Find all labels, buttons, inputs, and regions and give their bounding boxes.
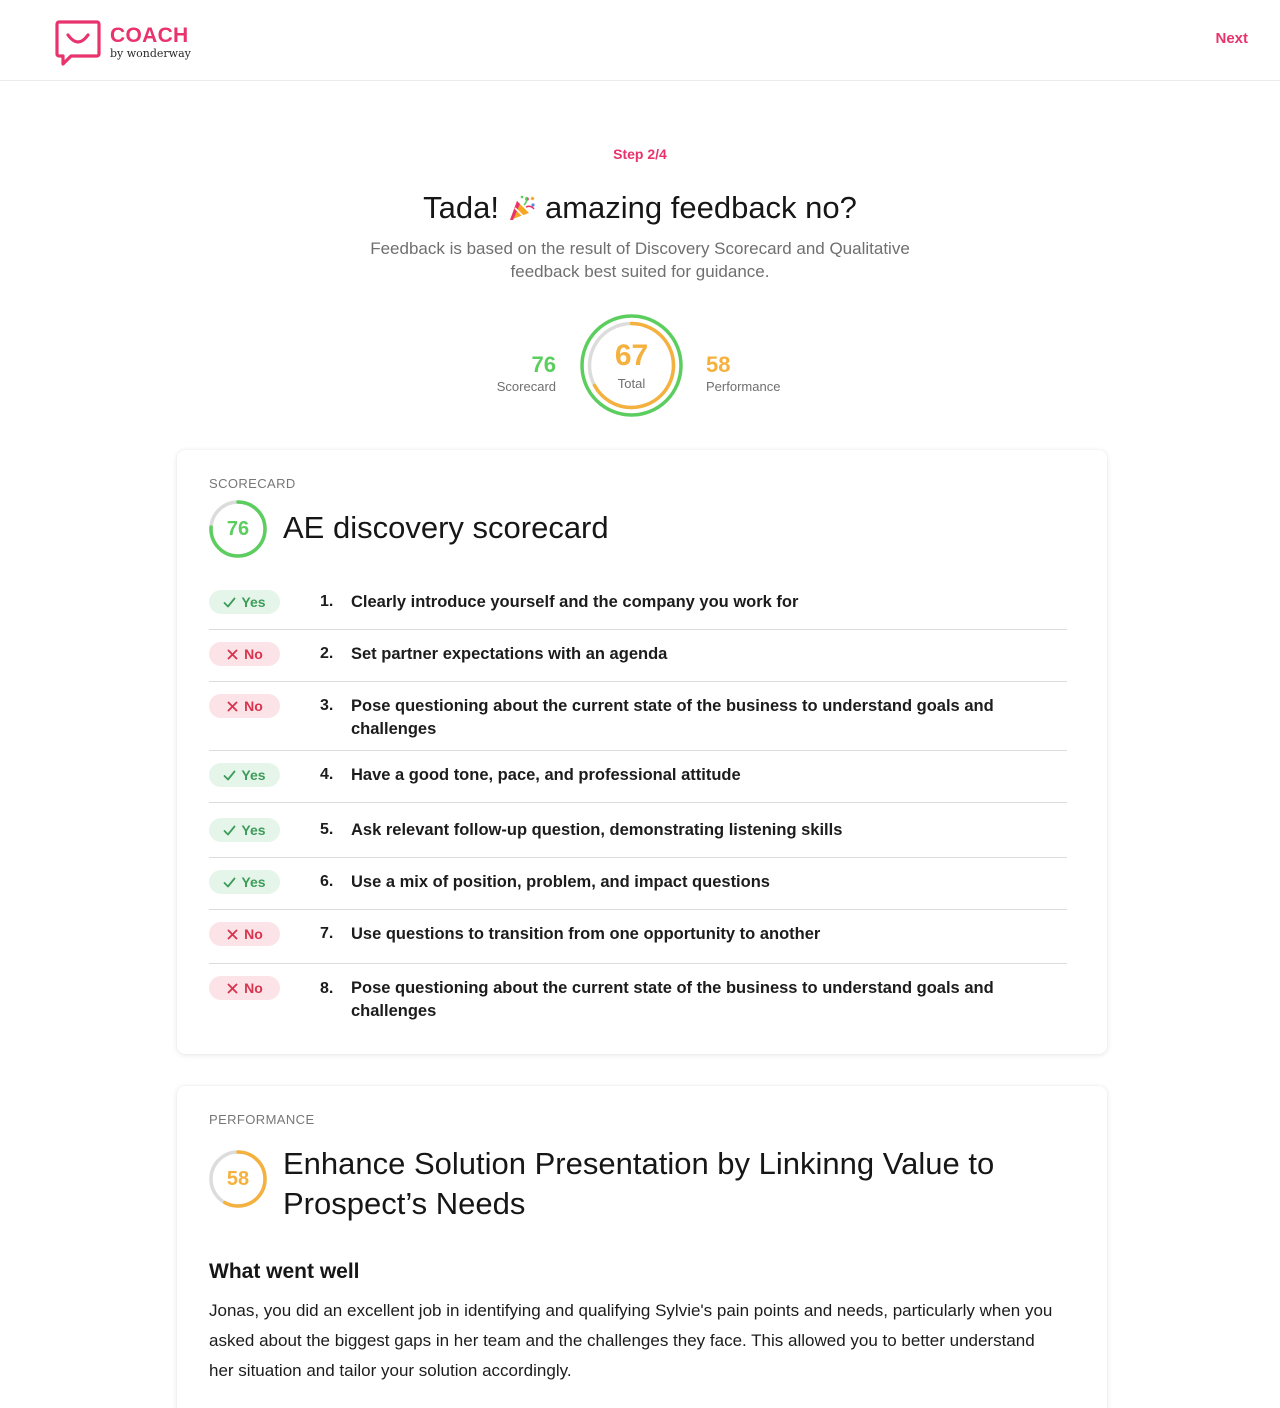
- status-label: Yes: [241, 767, 266, 783]
- next-button[interactable]: Next: [1215, 30, 1248, 47]
- status-badge-no: [209, 642, 280, 666]
- status-badge-yes: [209, 870, 280, 894]
- scorecard-item: [209, 751, 1067, 803]
- title-part-1: Tada!: [423, 190, 499, 225]
- status-label: No: [244, 646, 263, 662]
- top-bar: [0, 0, 1280, 81]
- item-number: 7.: [320, 925, 334, 942]
- item-number: 5.: [320, 821, 334, 838]
- status-badge-no: [209, 694, 280, 718]
- scorecard-list: [209, 578, 1067, 1030]
- status-label: No: [244, 926, 263, 942]
- item-number: 3.: [320, 697, 334, 714]
- close-icon: [226, 648, 239, 661]
- item-number: 6.: [320, 873, 334, 890]
- item-text: Pose questioning about the current state of the business to understand goals and challenges: [351, 697, 994, 738]
- page-subtitle: Feedback is based on the result of Discovery Scorecard and Qualitative feedback best suited for guidance.: [370, 239, 910, 281]
- item-number: 4.: [320, 766, 334, 783]
- status-badge-yes: [209, 590, 280, 614]
- status-label: Yes: [241, 822, 266, 838]
- brand-logo[interactable]: [55, 19, 191, 67]
- item-number: 8.: [320, 980, 334, 997]
- scorecard-summary-label: Scorecard: [496, 379, 556, 394]
- scorecard-title: AE discovery scorecard: [283, 510, 609, 545]
- scorecard-item: [209, 910, 1067, 964]
- item-number: 1.: [320, 593, 334, 610]
- check-icon: [223, 769, 236, 782]
- item-number: 2.: [320, 645, 334, 662]
- total-score: [580, 314, 683, 417]
- item-text: Clearly introduce yourself and the company you work for: [351, 593, 799, 611]
- scorecard-summary: [497, 352, 556, 394]
- scorecard-item: [209, 964, 1067, 1030]
- coach-logo-icon: [55, 19, 101, 67]
- status-badge-no: [209, 976, 280, 1000]
- scorecard-item: [209, 858, 1067, 910]
- brand-subtitle: by wonderway: [110, 47, 191, 60]
- item-text: Ask relevant follow-up question, demonstrating listening skills: [351, 821, 843, 839]
- close-icon: [226, 700, 239, 713]
- brand-title: COACH: [110, 24, 189, 47]
- scorecard-item: [209, 630, 1067, 682]
- scorecard-item: [209, 578, 1067, 630]
- status-label: Yes: [241, 594, 266, 610]
- performance-summary: [706, 352, 780, 394]
- status-badge-yes: [209, 818, 280, 842]
- status-label: No: [244, 698, 263, 714]
- score-summary: [0, 312, 1280, 418]
- total-score-value: 67: [614, 339, 649, 372]
- performance-title: Enhance Solution Presentation by Linkinng Value to Prospect’s Needs: [283, 1146, 995, 1221]
- performance-card: [177, 1086, 1107, 1408]
- party-popper-icon: [507, 193, 537, 223]
- scorecard-eyebrow: SCORECARD: [209, 476, 296, 491]
- performance-summary-value: 58: [706, 352, 731, 377]
- close-icon: [226, 928, 239, 941]
- check-icon: [223, 824, 236, 837]
- item-text: Use questions to transition from one opportunity to another: [351, 925, 821, 943]
- status-badge-yes: [209, 763, 280, 787]
- scorecard-item: [209, 682, 1067, 751]
- what-went-well-heading: What went well: [209, 1260, 360, 1283]
- scorecard-item: [209, 803, 1067, 858]
- total-score-label: Total: [617, 376, 646, 391]
- item-text: Pose questioning about the current state of the business to understand goals and challenges: [351, 979, 994, 1020]
- check-icon: [223, 596, 236, 609]
- item-text: Have a good tone, pace, and professional attitude: [351, 766, 741, 784]
- status-label: Yes: [241, 874, 266, 890]
- scorecard-score-value: 76: [226, 518, 250, 540]
- performance-eyebrow: PERFORMANCE: [209, 1112, 315, 1127]
- step-indicator: Step 2/4: [613, 146, 667, 162]
- status-badge-no: [209, 922, 280, 946]
- scorecard-card: [177, 450, 1107, 1054]
- item-text: Set partner expectations with an agenda: [351, 645, 668, 663]
- status-label: No: [244, 980, 263, 996]
- performance-score-value: 58: [226, 1168, 250, 1190]
- title-part-2: amazing feedback no?: [544, 190, 857, 225]
- performance-summary-label: Performance: [706, 379, 781, 394]
- check-icon: [223, 876, 236, 889]
- page-title: [0, 190, 1280, 226]
- close-icon: [226, 982, 239, 995]
- scorecard-summary-value: 76: [531, 352, 556, 377]
- what-went-well-text: Jonas, you did an excellent job in identifying and qualifying Sylvie's pain points and needs, particularly when you asked about the biggest gaps in her team and the challenges they face. This allowed you to better understand her situation and tailor your solution accordingly.: [209, 1301, 1053, 1380]
- item-text: Use a mix of position, problem, and impact questions: [351, 873, 770, 891]
